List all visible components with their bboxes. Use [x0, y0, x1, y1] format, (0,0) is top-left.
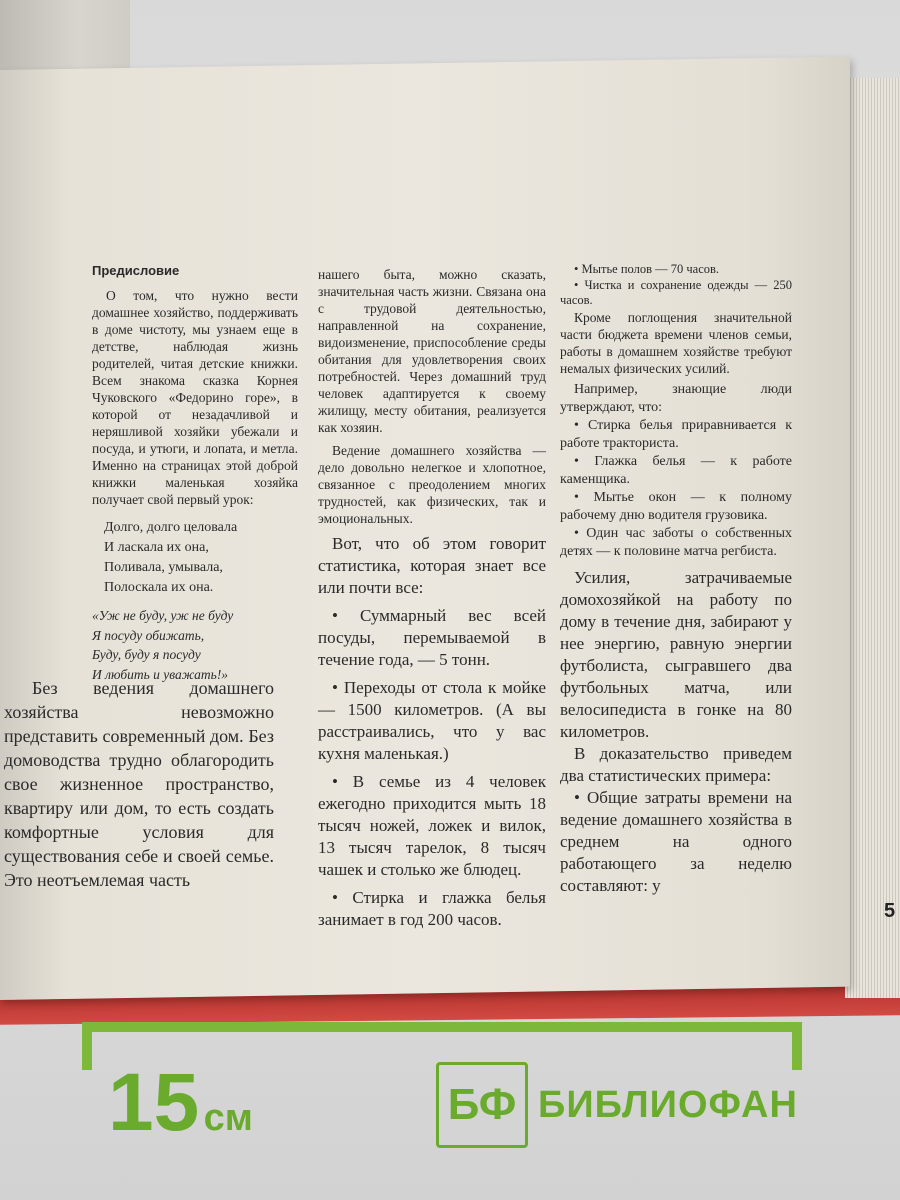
poem-line: Я посуду обижать, [92, 627, 205, 643]
column-3 [560, 262, 792, 897]
logo-text: БИБЛИОФАН [538, 1083, 798, 1126]
paragraph: Например, знающие люди утверждают, что: [560, 381, 792, 415]
bullet-item: • Стирка белья приравнивается к работе тракториста. [560, 417, 792, 451]
bullet-item: • Переходы от стола к мойке — 1500 километров. (А вы расстраивались, что у вас кухня маленькая.) [318, 678, 546, 763]
bullet-item: • Глажка белья — к работе каменщика. [560, 453, 792, 487]
column-1 [92, 262, 298, 684]
page-edges [845, 78, 900, 998]
paragraph: нашего быта, можно сказать, значительная часть жизни. Связана она с трудовой деятельностью, направленной на сохранение, видоизменение, приспособление среды обитания для удовлетворения своих потребностей. Через домашний труд человек адаптируется к своему жилищу, месту обитания, реализуется как хозяин. [318, 267, 546, 435]
paragraph: Вот, что об этом говорит статистика, которая знает все или почти все: [318, 534, 546, 597]
poem-line: «Уж не буду, уж не буду [92, 608, 234, 623]
large-paragraph: • Общие затраты времени на ведение домашнего хозяйства в среднем на одного работающего за неделю составляют: у [560, 787, 792, 895]
large-paragraph: В доказательство приведем два статистических примера: [560, 743, 792, 785]
paragraph: Кроме поглощения значительной части бюджета времени членов семьи, работы в домашнем хозяйстве требуют немалых физических усилий. [560, 309, 792, 376]
bullet-item: • В семье из 4 человек ежегодно приходится мыть 18 тысяч ножей, ложек и вилок, 13 тысяч тарелок, 8 тысяч чашек и столько же блюдец. [318, 772, 546, 879]
logo-mark: БФ [436, 1062, 528, 1148]
scale-label [108, 1058, 253, 1148]
bibliofan-logo [436, 1062, 798, 1148]
poem-line: И ласкала их она, [104, 540, 209, 555]
large-paragraph: Усилия, затрачиваемые домохозяйкой на работу по дому в течение дня, забирают у нее энергию, равную энергии футболиста, сыгравшего два футбольных матча, или велосипедиста в гонке на 80 километров. [560, 567, 792, 741]
scale-number: 15 [108, 1057, 200, 1148]
poem-stanza-2 [92, 606, 298, 684]
poem-line: Долго, долго целовала [104, 520, 238, 535]
section-heading: Предисловие [92, 263, 180, 278]
column-2 [318, 266, 546, 931]
poem-line: Поливала, умывала, [104, 560, 223, 575]
bullet-item: • Стирка и глажка белья занимает в год 200 часов. [318, 888, 546, 929]
bullet-item: • Мытье окон — к полному рабочему дню водителя грузовика. [560, 489, 792, 523]
page-number: 5 [884, 900, 896, 922]
scale-unit: см [203, 1097, 253, 1139]
poem-stanza-1 [104, 518, 298, 598]
poem-line: И любить и уважать!» [92, 666, 229, 682]
paragraph: Ведение домашнего хозяйства — дело довольно нелегкое и хлопотное, связанное с преодолением многих трудностей, как физических, так и эмоциональных. [318, 443, 546, 526]
bullet-item: • Суммарный вес всей посуды, перемываемой в течение года, — 5 тонн. [318, 606, 546, 669]
large-paragraph: Без ведения домашнего хозяйства невозможно представить современный дом. Без домоводства трудно облагородить свое жизненное пространство, квартиру или дом, то есть создать комфортные условия для существования себе и своей семье. Это неотъемлемая часть [4, 678, 274, 890]
bullet-item: • Один час заботы о собственных детях — к половине матча регбиста. [560, 525, 792, 559]
bullet-item: • Мытье полов — 70 часов. [574, 262, 720, 276]
poem-line: Полоскала их она. [104, 580, 214, 595]
bullet-item: • Чистка и сохранение одежды — 250 часов. [560, 277, 792, 307]
column-1-large-text [4, 676, 274, 892]
intro-paragraph: О том, что нужно вести домашнее хозяйство, поддерживать в доме чистоту, мы узнаем еще в детстве, наблюдая жизнь родителей, читая детские книжки. Всем знакома сказка Корнея Чуковского «Федорино горе», в которой от незадачливой и неряшливой хозяйки убежали и посуда, и утюги, и лопата, и метла. Именно на страницах этой доброй книжки маленькая хозяйка получает свой первый урок: [92, 288, 298, 507]
poem-line: Буду, буду я посуду [92, 647, 201, 662]
